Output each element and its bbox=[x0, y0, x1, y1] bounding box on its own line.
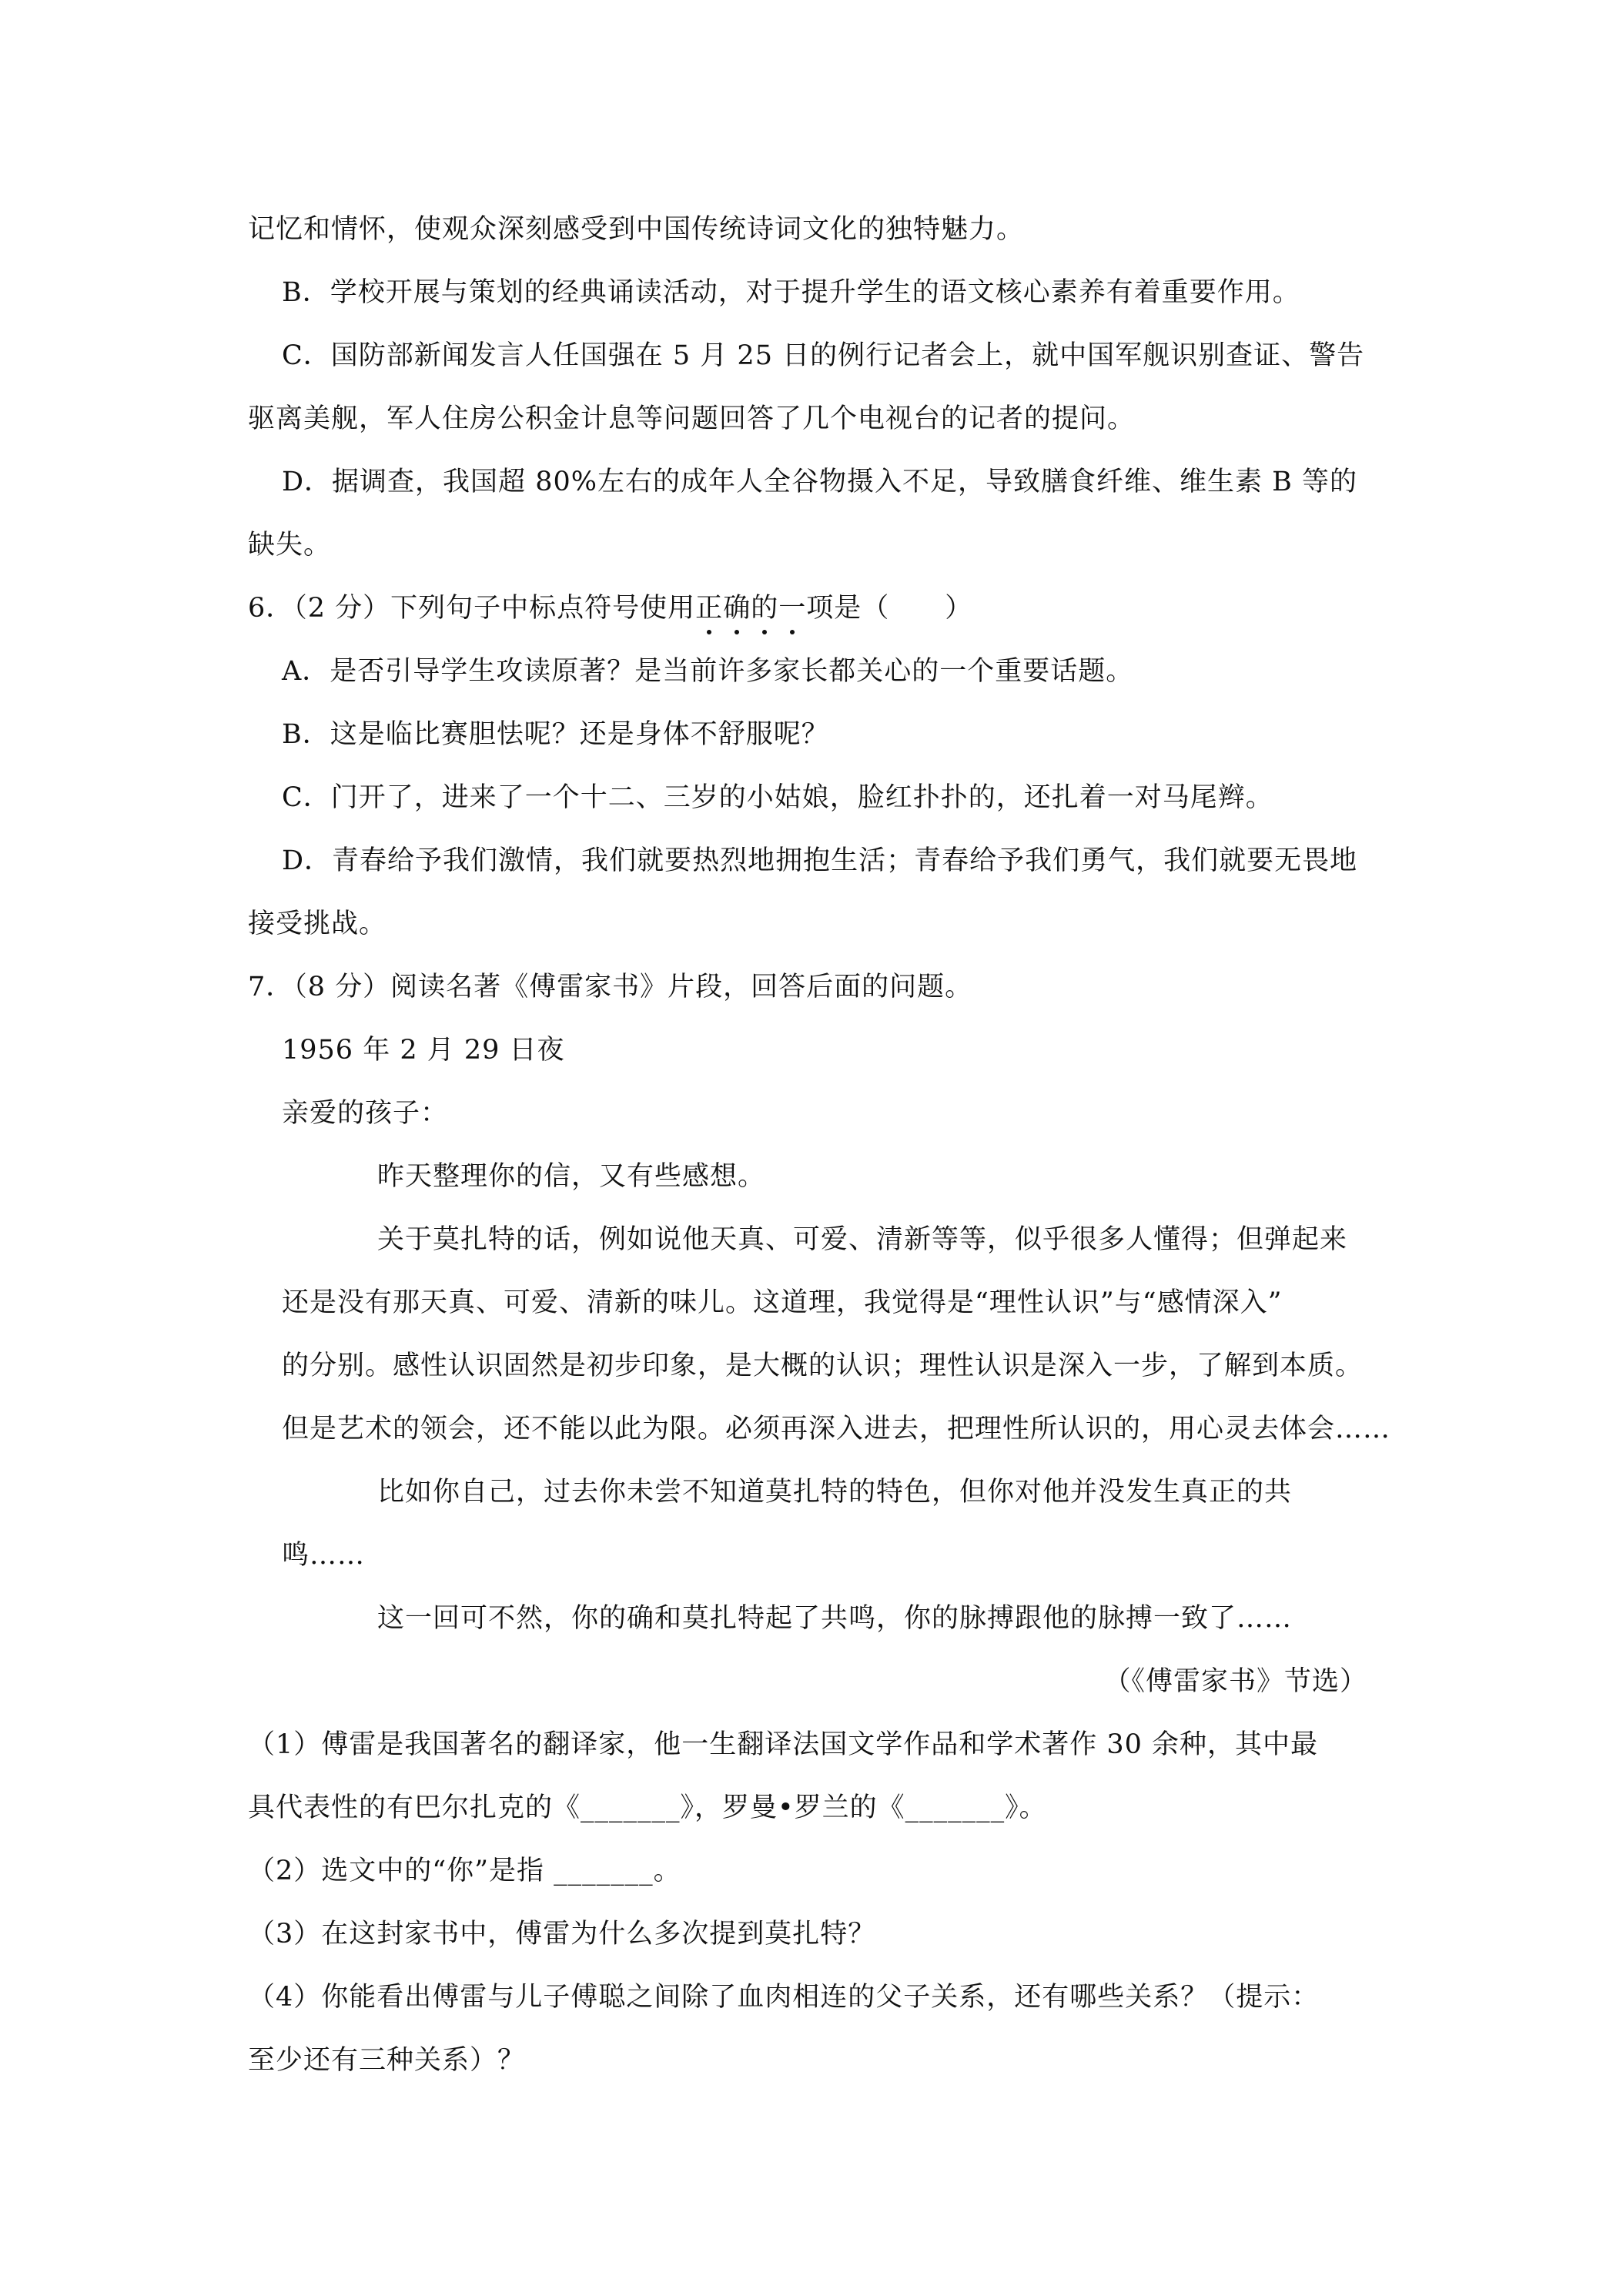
q5-option-d-line1: D．据调查，我国超 80%左右的成年人全谷物摄入不足，导致膳食纤维、维生素 B 等的 bbox=[282, 467, 1357, 497]
q7-stem: 7．（8 分）阅读名著《傅雷家书》片段，回答后面的问题。 bbox=[248, 972, 973, 1002]
letter-paragraph-4: 这一回可不然，你的确和莫扎特起了共鸣，你的脉搏跟他的脉搏一致了…… bbox=[377, 1603, 1293, 1634]
q6-stem-suffix: 项是（ ） bbox=[806, 593, 973, 624]
letter-paragraph-2-line4: 但是艺术的领会，还不能以此为限。必须再深入进去，把理性所认识的，用心灵去体会…… bbox=[282, 1414, 1391, 1444]
q7-sub1-line1: （1）傅雷是我国著名的翻译家，他一生翻译法国文学作品和学术著作 30 余种，其中最 bbox=[248, 1729, 1319, 1760]
q5-option-a-continuation: 记忆和情怀，使观众深刻感受到中国传统诗词文化的独特魅力。 bbox=[248, 214, 1025, 245]
letter-paragraph-2-line3: 的分别。感性认识固然是初步印象，是大概的认识；理性认识是深入一步，了解到本质。 bbox=[282, 1350, 1364, 1381]
q6-option-a: A．是否引导学生攻读原著？是当前许多家长都关心的一个重要话题。 bbox=[282, 656, 1134, 687]
q6-stem bbox=[248, 591, 972, 625]
q6-stem-prefix: 6．（2 分）下列句子中标点符号使用 bbox=[248, 593, 696, 624]
q6-option-b: B．这是临比赛胆怯呢？还是身体不舒服呢？ bbox=[282, 719, 829, 750]
q7-sub2: （2）选文中的“你”是指 _______。 bbox=[248, 1856, 681, 1886]
q6-emphasis-char: 的 bbox=[751, 593, 779, 624]
letter-paragraph-2-line2: 还是没有那天真、可爱、清新的味儿。这道理，我觉得是“理性认识”与“感情深入” bbox=[282, 1287, 1283, 1318]
letter-paragraph-2-line1: 关于莫扎特的话，例如说他天真、可爱、清新等等，似乎很多人懂得；但弹起来 bbox=[377, 1224, 1348, 1255]
q7-sub3: （3）在这封家书中，傅雷为什么多次提到莫扎特？ bbox=[248, 1919, 876, 1950]
q6-option-d-line1: D．青春给予我们激情，我们就要热烈地拥抱生活；青春给予我们勇气，我们就要无畏地 bbox=[282, 845, 1358, 876]
q5-option-c-line1: C．国防部新闻发言人任国强在 5 月 25 日的例行记者会上，就中国军舰识别查证、警告 bbox=[282, 340, 1365, 371]
q6-emphasis-char: 一 bbox=[778, 593, 807, 624]
q7-sub4-line2: 至少还有三种关系）？ bbox=[248, 2045, 526, 2076]
q6-option-d-line2: 接受挑战。 bbox=[248, 909, 387, 939]
q5-option-c-line2: 驱离美舰，军人住房公积金计息等问题回答了几个电视台的记者的提问。 bbox=[248, 403, 1136, 434]
excerpt-source: （《傅雷家书》节选） bbox=[1103, 1666, 1367, 1697]
letter-salutation: 亲爱的孩子： bbox=[282, 1098, 449, 1129]
letter-date: 1956 年 2 月 29 日夜 bbox=[282, 1035, 565, 1066]
q6-emphasis-char: 正 bbox=[695, 593, 724, 624]
letter-paragraph-3-line1: 比如你自己，过去你未尝不知道莫扎特的特色，但你对他并没发生真正的共 bbox=[377, 1477, 1293, 1508]
q7-sub4-line1: （4）你能看出傅雷与儿子傅聪之间除了血肉相连的父子关系，还有哪些关系？（提示： bbox=[248, 1982, 1320, 2013]
q6-option-c: C．门开了，进来了一个十二、三岁的小姑娘，脸红扑扑的，还扎着一对马尾辫。 bbox=[282, 782, 1273, 813]
q7-sub1-line2: 具代表性的有巴尔扎克的《_______》，罗曼•罗兰的《_______》。 bbox=[248, 1792, 1047, 1823]
letter-paragraph-1: 昨天整理你的信，又有些感想。 bbox=[377, 1161, 766, 1192]
q5-option-d-line2: 缺失。 bbox=[248, 530, 332, 561]
q6-emphasis-char: 确 bbox=[723, 593, 751, 624]
letter-paragraph-3-line2: 鸣…… bbox=[282, 1540, 366, 1571]
q5-option-b: B．学校开展与策划的经典诵读活动，对于提升学生的语文核心素养有着重要作用。 bbox=[282, 277, 1300, 308]
